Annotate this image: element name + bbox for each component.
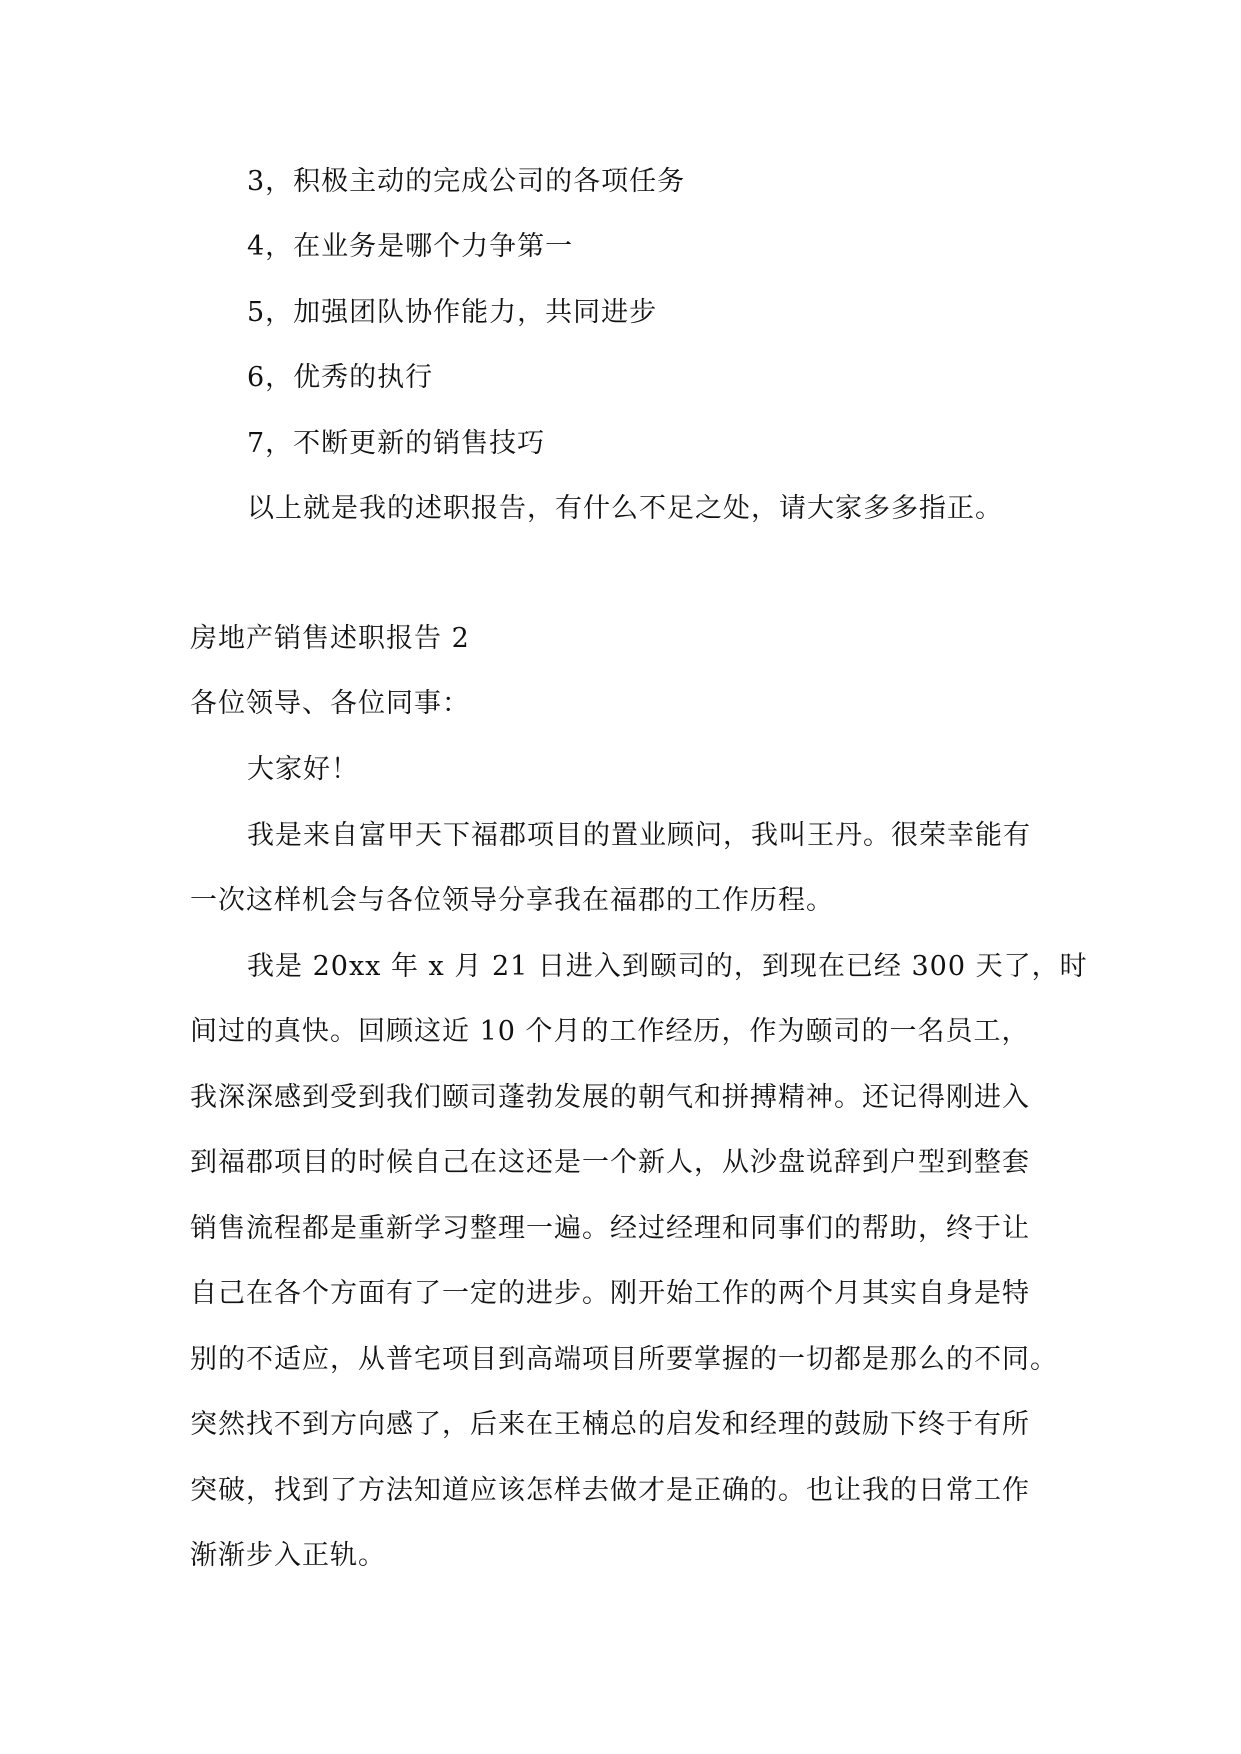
paragraph-line: 我是 20xx 年 x 月 21 日进入到颐司的，到现在已经 300 天了，时 bbox=[247, 951, 1088, 982]
paragraph-line: 到福郡项目的时候自己在这还是一个新人，从沙盘说辞到户型到整套 bbox=[190, 1147, 1030, 1178]
paragraph-line: 渐渐步入正轨。 bbox=[190, 1540, 386, 1571]
paragraph-line: 间过的真快。回顾这近 10 个月的工作经历，作为颐司的一名员工， bbox=[190, 1016, 1030, 1047]
paragraph-line: 自己在各个方面有了一定的进步。刚开始工作的两个月其实自身是特 bbox=[190, 1278, 1030, 1309]
salutation: 各位领导、各位同事： bbox=[190, 688, 470, 719]
list-item: 4，在业务是哪个力争第一 bbox=[247, 231, 574, 262]
list-item: 6，优秀的执行 bbox=[247, 362, 434, 393]
section-title: 房地产销售述职报告 2 bbox=[190, 623, 470, 654]
paragraph-line: 销售流程都是重新学习整理一遍。经过经理和同事们的帮助，终于让 bbox=[190, 1213, 1030, 1244]
greeting: 大家好！ bbox=[247, 754, 359, 785]
list-item: 7，不断更新的销售技巧 bbox=[247, 428, 546, 459]
paragraph-line: 别的不适应，从普宅项目到高端项目所要掌握的一切都是那么的不同。 bbox=[190, 1344, 1058, 1375]
closing-sentence: 以上就是我的述职报告，有什么不足之处，请大家多多指正。 bbox=[247, 493, 1003, 524]
paragraph-line: 我是来自富甲天下福郡项目的置业顾问，我叫王丹。很荣幸能有 bbox=[247, 820, 1031, 851]
paragraph-line: 一次这样机会与各位领导分享我在福郡的工作历程。 bbox=[190, 885, 834, 916]
paragraph-line: 突然找不到方向感了，后来在王楠总的启发和经理的鼓励下终于有所 bbox=[190, 1409, 1030, 1440]
paragraph-line: 突破，找到了方法知道应该怎样去做才是正确的。也让我的日常工作 bbox=[190, 1475, 1030, 1506]
list-item: 3，积极主动的完成公司的各项任务 bbox=[247, 166, 686, 197]
list-item: 5，加强团队协作能力，共同进步 bbox=[247, 297, 658, 328]
paragraph-line: 我深深感到受到我们颐司蓬勃发展的朝气和拼搏精神。还记得刚进入 bbox=[190, 1082, 1030, 1113]
